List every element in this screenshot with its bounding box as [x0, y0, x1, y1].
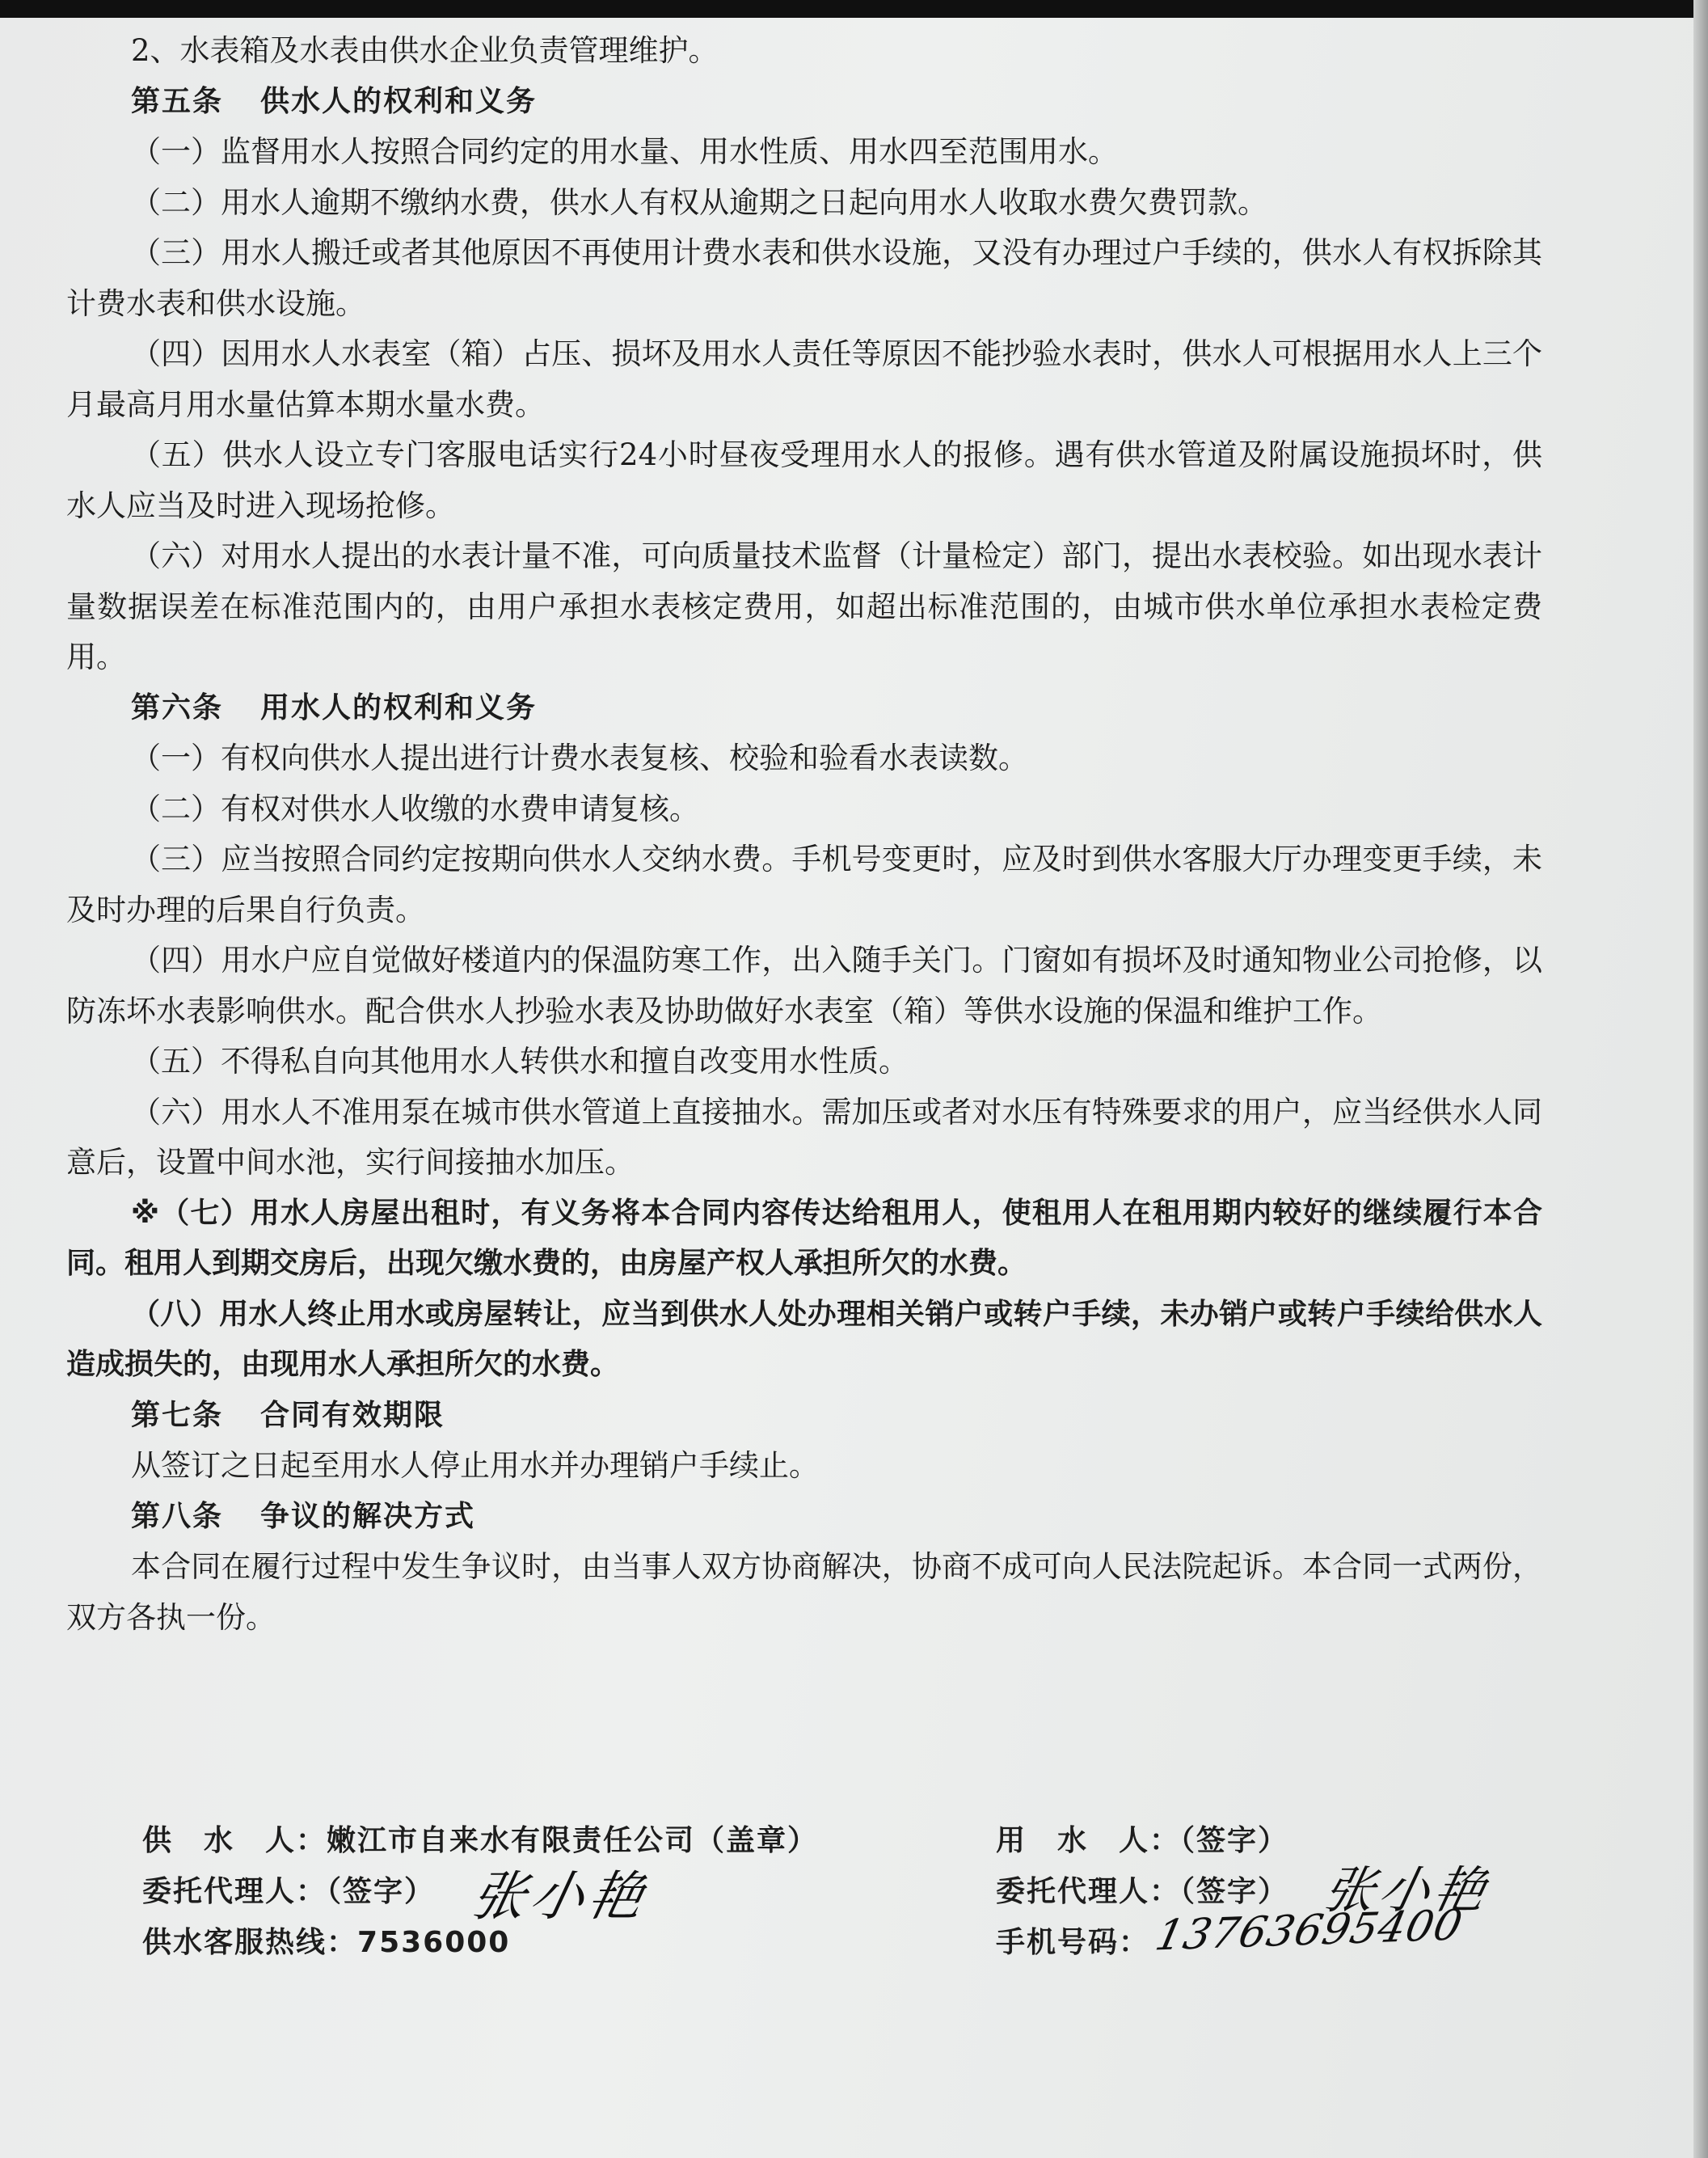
phone-handwritten: 13763695400: [1151, 1901, 1467, 1961]
article6-item-7-bold: ※（七）用水人房屋出租时，有义务将本合同内容传达给租用人，使租用人在租用期内较好的继续履行本合同。租用人到期交房后，出现欠缴水费的，由房屋产权人承担所欠的水费。: [66, 1196, 1542, 1280]
article5-item-5: （五）供水人设立专门客服电话实行24小时昼夜受理用水人的报修。遇有供水管道及附属设施损坏时，供水人应当及时进入现场抢修。: [66, 437, 1542, 523]
user-agent-label: 委托代理人：（签字）: [996, 1875, 1289, 1908]
article6-item-4: （四）用水户应自觉做好楼道内的保温防寒工作，出入随手关门。门窗如有损坏及时通知物业公司抢修，以防冻坏水表影响供水。配合供水人抄验水表及协助做好水表室（箱）等供水设施的保温和维护工作。: [66, 943, 1542, 1028]
hotline-row: [142, 1919, 510, 1961]
article7-text: 从签订之日起至用水人停止用水并办理销户手续止。: [131, 1448, 819, 1483]
article5-item-2: （二）用水人逾期不缴纳水费，供水人有权从逾期之日起向用水人收取水费欠费罚款。: [131, 184, 1267, 220]
article8-subtitle: 争议的解决方式: [260, 1499, 476, 1533]
intro-line: 2、水表箱及水表由供水企业负责管理维护。: [131, 33, 719, 68]
page-right-edge: [1693, 0, 1708, 2158]
user-row: [996, 1818, 1288, 1859]
article6-item-8-bold: （八）用水人终止用水或房屋转让，应当到供水人处办理相关销户或转户手续，未办销户或转户手续给供水人造成损失的，由现用水人承担所欠的水费。: [66, 1297, 1542, 1381]
hotline-label: 供水客服热线：: [142, 1926, 358, 1959]
article8-heading: [66, 1492, 1542, 1543]
article6-item-6: （六）用水人不准用泵在城市供水管道上直接抽水。需加压或者对水压有特殊要求的用户，应当经供水人同意后，设置中间水池，实行间接抽水加压。: [66, 1094, 1542, 1180]
supplier-value: 嫩江市自来水有限责任公司（盖章）: [327, 1824, 819, 1857]
hotline-value: 7536000: [357, 1926, 511, 1959]
article7-title: 第七条: [131, 1398, 224, 1432]
phone-label: 手机号码：: [996, 1926, 1150, 1959]
article5-subtitle: 供水人的权利和义务: [260, 84, 538, 118]
article5-heading: [66, 77, 1542, 128]
user-agent-signature: 张小艳: [1318, 1860, 1496, 1919]
article5-title: 第五条: [131, 84, 224, 118]
article5-item-1: （一）监督用水人按照合同约定的用水量、用水性质、用水四至范围用水。: [131, 134, 1118, 169]
article6-item-3: （三）应当按照合同约定按期向供水人交纳水费。手机号变更时，应及时到供水客服大厅办理变更手续，未及时办理的后果自行负责。: [66, 842, 1542, 927]
article7-subtitle: 合同有效期限: [260, 1398, 445, 1432]
article6-item-2: （二）有权对供水人收缴的水费申请复核。: [131, 791, 699, 826]
article5-item-6: （六）对用水人提出的水表计量不准，可向质量技术监督（计量检定）部门，提出水表校验。如出现水表计量数据误差在标准范围内的，由用户承担水表核定费用，如超出标准范围的，由城市供水单位承担水表检定费用。: [66, 538, 1542, 674]
article6-item-5: （五）不得私自向其他用水人转供水和擅自改变用水性质。: [131, 1044, 909, 1079]
supplier-agent-signature: 张小艳: [466, 1865, 654, 1928]
article6-item-1: （一）有权向供水人提出进行计费水表复核、校验和验看水表读数。: [131, 741, 1028, 775]
user-agent-row: [996, 1869, 1288, 1910]
article8-title: 第八条: [131, 1499, 224, 1533]
article5-item-3: （三）用水人搬迁或者其他原因不再使用计费水表和供水设施，又没有办理过户手续的，供水人有权拆除其计费水表和供水设施。: [66, 235, 1542, 321]
article6-subtitle: 用水人的权利和义务: [260, 690, 538, 724]
phone-row: [996, 1919, 1149, 1961]
article7-heading: [66, 1391, 1542, 1442]
article8-text: 本合同在履行过程中发生争议时，由当事人双方协商解决，协商不成可向人民法院起诉。本合同一式两份，双方各执一份。: [66, 1549, 1542, 1635]
article6-heading: [66, 683, 1542, 734]
supplier-agent-row: [142, 1869, 435, 1910]
article5-item-4: （四）因用水人水表室（箱）占压、损坏及用水人责任等原因不能抄验水表时，供水人可根据用水人上三个月最高月用水量估算本期水量水费。: [66, 336, 1542, 422]
article6-title: 第六条: [131, 690, 224, 724]
page-top-edge: [0, 0, 1708, 18]
supplier-row: [142, 1818, 818, 1859]
supplier-label: 供 水 人：: [142, 1824, 327, 1857]
supplier-agent-label: 委托代理人：（签字）: [142, 1875, 436, 1908]
user-label: 用 水 人：（签字）: [996, 1824, 1289, 1857]
contract-body: [66, 26, 1542, 1643]
